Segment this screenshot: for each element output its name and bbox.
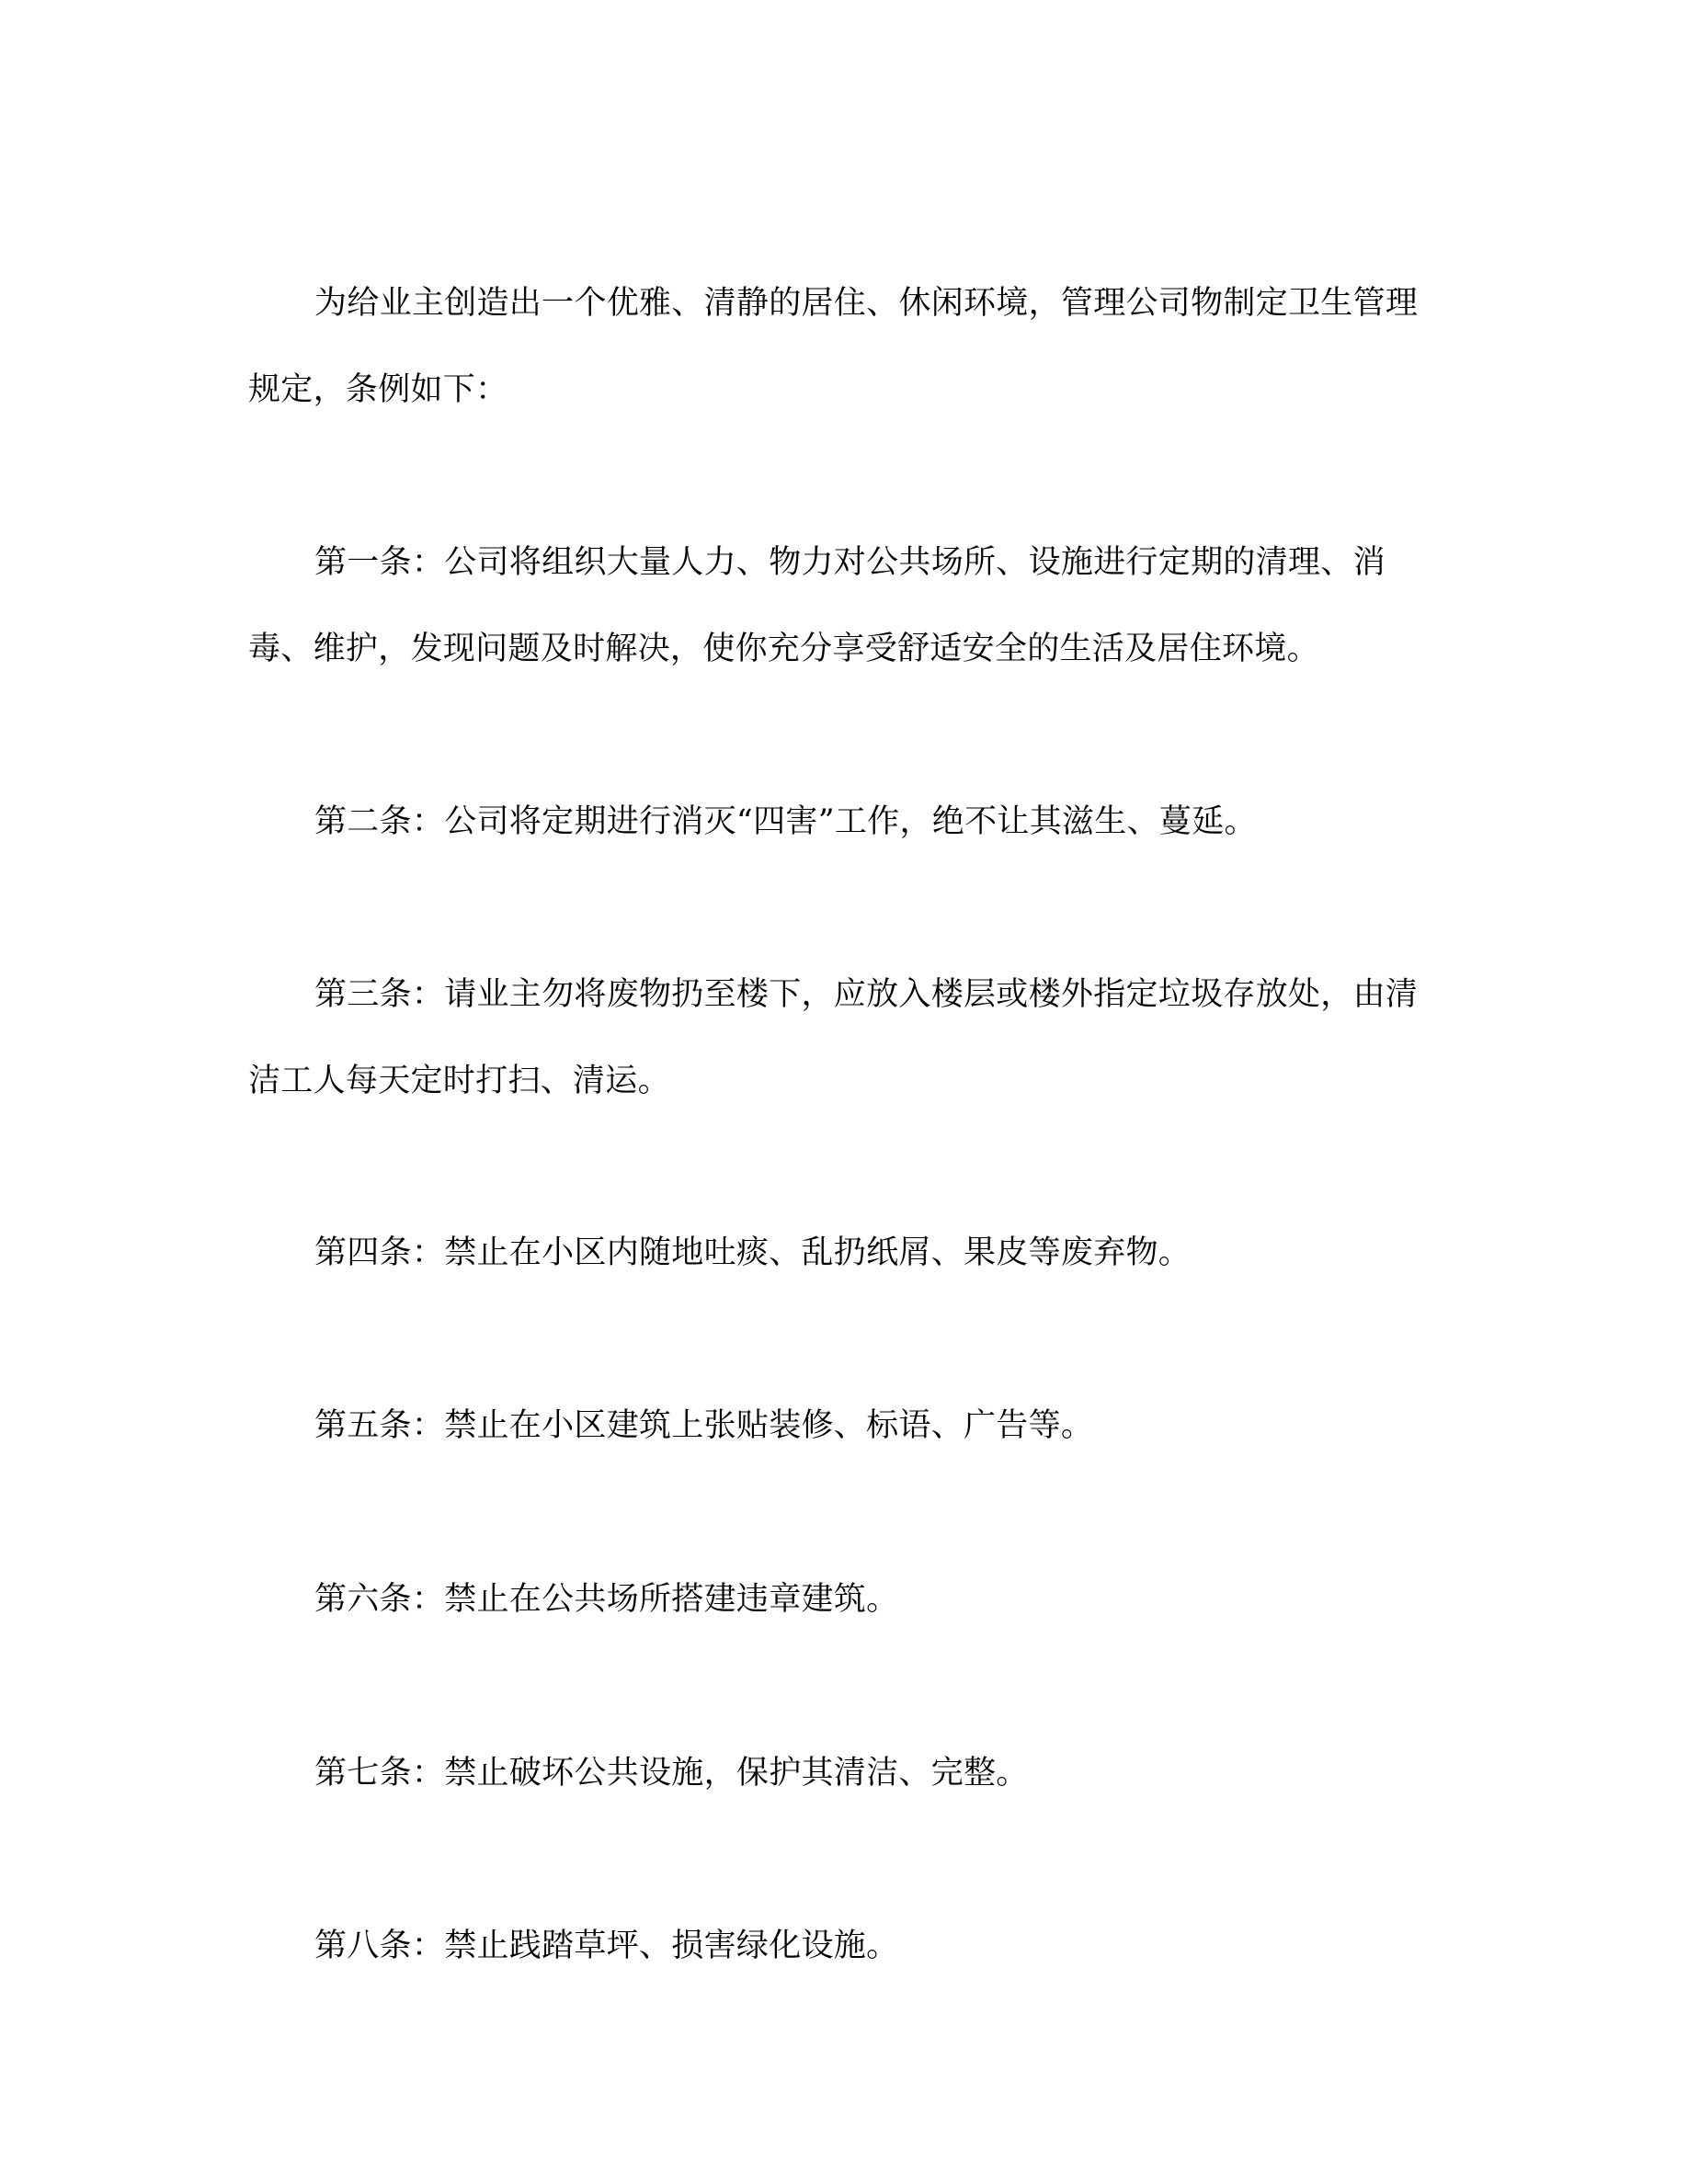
article-2: 第二条：公司将定期进行消灭“四害”工作，绝不让其滋生、蔓延。 [314,803,1257,840]
article-7: 第七条：禁止破坏公共设施，保护其清洁、完整。 [314,1755,1029,1792]
article-4: 第四条：禁止在小区内随地吐痰、乱扔纸屑、果皮等废弃物。 [314,1234,1192,1271]
article-8: 第八条：禁止践踏草坪、损害绿化设施。 [314,1928,899,1964]
intro-paragraph: 为给业主创造出一个优雅、清静的居住、休闲环境，管理公司物制定卫生管理规定，条例如下： [248,285,1419,408]
article-3: 第三条：请业主勿将废物扔至楼下，应放入楼层或楼外指定垃圾存放处，由清洁工人每天定时打扫、清运。 [248,976,1419,1099]
article-1: 第一条：公司将组织大量人力、物力对公共场所、设施进行定期的清理、消毒、维护，发现问题及时解决，使你充分享受舒适安全的生活及居住环境。 [248,544,1386,667]
article-5: 第五条：禁止在小区建筑上张贴装修、标语、广告等。 [314,1407,1094,1444]
article-6: 第六条：禁止在公共场所搭建违章建筑。 [314,1581,899,1618]
